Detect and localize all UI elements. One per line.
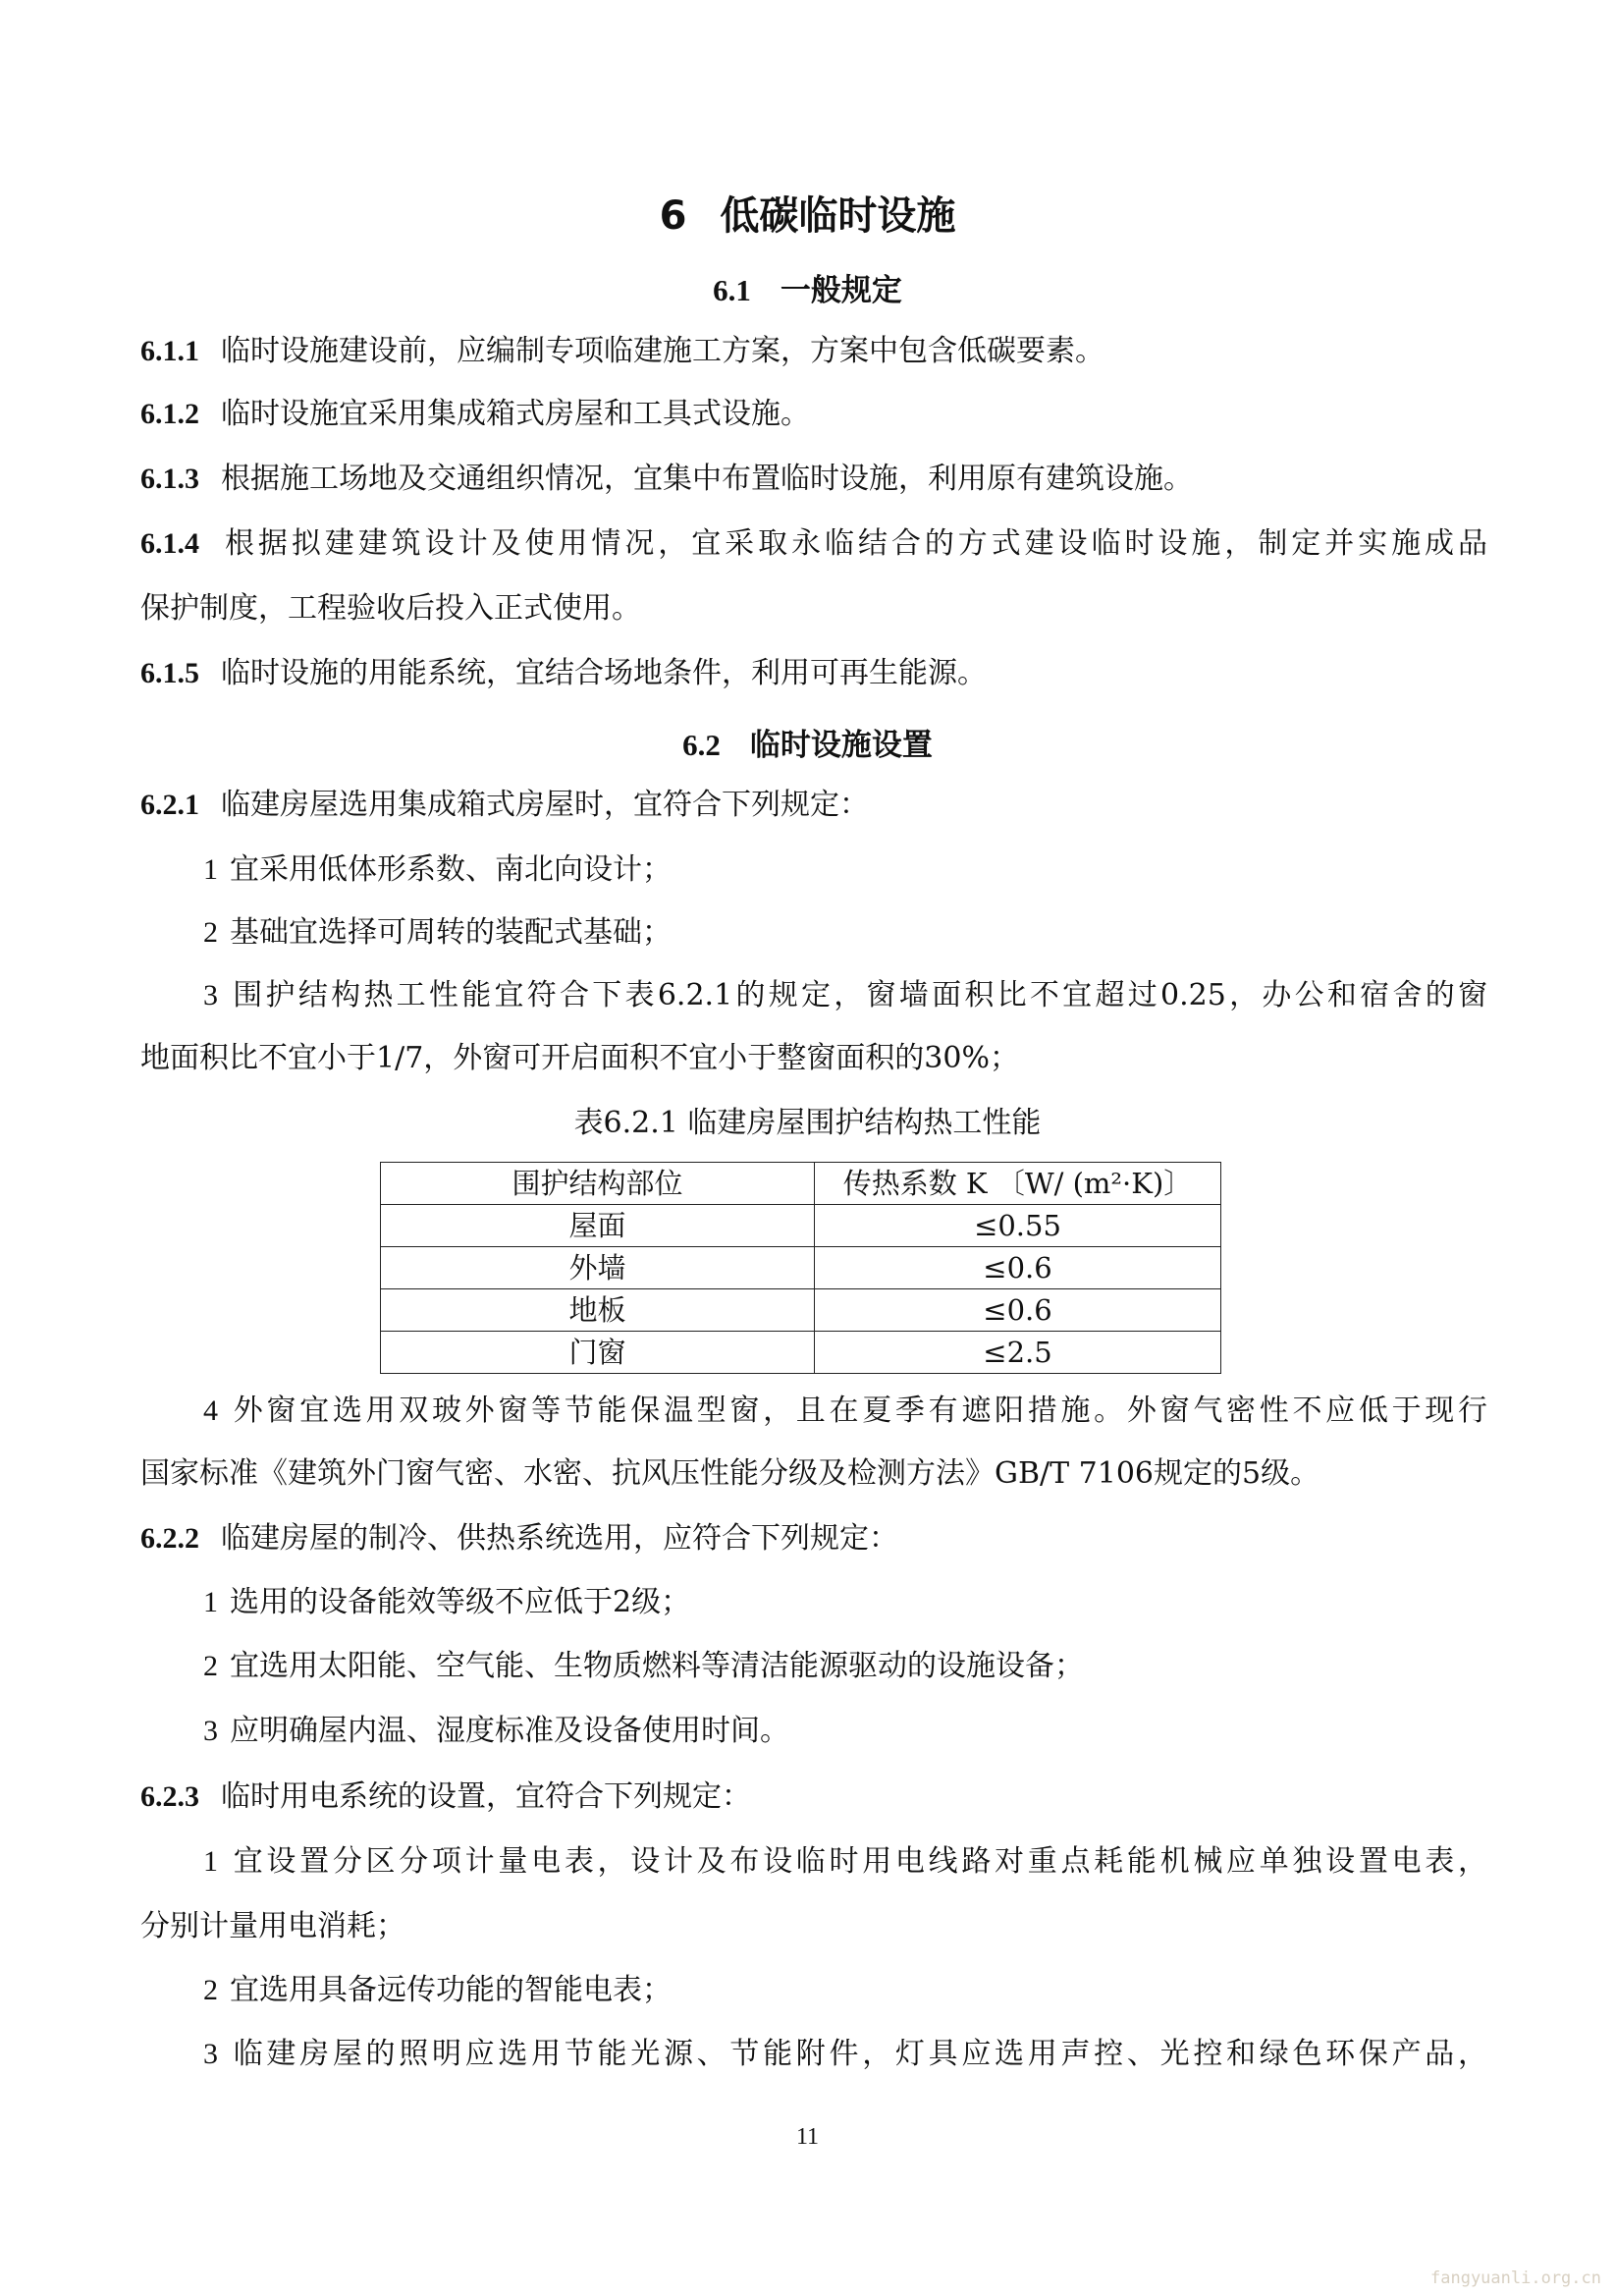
chapter-title-text: 低碳临时设施 [720,193,956,239]
table-cell: ≤2.5 [815,1332,1221,1374]
table-cell: 外墙 [381,1247,815,1289]
watermark-text: fangyuanli.org.cn [1430,2269,1601,2288]
list-item-6-2-3-1: 1 宜设置分区分项计量电表，设计及布设临时用电线路对重点耗能机械应单独设置电表， [203,1844,1487,1879]
table-caption: 表6.2.1 临建房屋围护结构热工性能 [573,1106,1042,1140]
clause-6-1-5: 6.1.5 临时设施的用能系统，宜结合场地条件，利用可再生能源。 [140,656,987,690]
list-item-6-2-2-1: 1 选用的设备能效等级不应低于2级； [203,1585,691,1619]
list-item-6-2-3-3: 3 临建房屋的照明应选用节能光源、节能附件，灯具应选用声控、光控和绿色环保产品， [203,2037,1487,2071]
clause-6-1-3: 6.1.3 根据施工场地及交通组织情况，宜集中布置临时设施，利用原有建筑设施。 [140,462,1193,496]
clause-6-2-1: 6.2.1 临建房屋选用集成箱式房屋时，宜符合下列规定： [140,788,869,822]
table-cell: 门窗 [381,1332,815,1374]
table-header-row [381,1163,1221,1205]
list-item-6-2-1-4-continued: 国家标准《建筑外门窗气密、水密、抗风压性能分级及检测方法》GB/T 7106规定的5级。 [140,1456,1320,1491]
thermal-performance-table [380,1162,1221,1374]
list-item-6-2-1-3: 3 围护结构热工性能宜符合下表6.2.1的规定，窗墙面积比不宜超过0.25，办公和宿舍的窗 [203,978,1487,1012]
table-row [381,1205,1221,1247]
clause-6-1-1: 6.1.1 临时设施建设前，应编制专项临建施工方案，方案中包含低碳要素。 [140,334,1104,368]
section-title-6-2: 6.2 临时设施设置 [682,728,933,763]
list-item-6-2-1-2: 2 基础宜选择可周转的装配式基础； [203,915,672,950]
list-item-6-2-3-2: 2 宜选用具备远传功能的智能电表； [203,1973,672,2007]
table-cell: ≤0.55 [815,1205,1221,1247]
table-cell: 地板 [381,1289,815,1332]
clause-6-2-2: 6.2.2 临建房屋的制冷、供热系统选用，应符合下列规定： [140,1521,898,1556]
table-cell: ≤0.6 [815,1247,1221,1289]
chapter-number: 6 [659,193,687,239]
table-row [381,1332,1221,1374]
list-item-6-2-2-2: 2 宜选用太阳能、空气能、生物质燃料等清洁能源驱动的设施设备； [203,1649,1084,1683]
list-item-6-2-1-3-continued: 地面积比不宜小于1/7，外窗可开启面积不宜小于整窗面积的30%； [140,1041,1019,1075]
clause-6-1-2: 6.1.2 临时设施宜采用集成箱式房屋和工具式设施。 [140,397,810,431]
table-cell: ≤0.6 [815,1289,1221,1332]
clause-6-2-3: 6.2.3 临时用电系统的设置，宜符合下列规定： [140,1779,751,1814]
clause-6-1-4: 6.1.4 根据拟建建筑设计及使用情况，宜采取永临结合的方式建设临时设施，制定并实施成品 [140,526,1487,561]
list-item-6-2-1-1: 1 宜采用低体形系数、南北向设计； [203,852,672,887]
table-header: 围护结构部位 [381,1163,815,1205]
chapter-title [0,185,1615,241]
list-item-6-2-1-4: 4 外窗宜选用双玻外窗等节能保温型窗，且在夏季有遮阳措施。外窗气密性不应低于现行 [203,1394,1487,1428]
section-title-6-1: 6.1 一般规定 [713,273,902,308]
page-number: 11 [795,2124,820,2150]
list-item-6-2-2-3: 3 应明确屋内温、湿度标准及设备使用时间。 [203,1714,789,1748]
clause-6-1-4-continued: 保护制度，工程验收后投入正式使用。 [140,591,641,626]
list-item-6-2-3-1-continued: 分别计量用电消耗； [140,1909,405,1943]
table-cell: 屋面 [381,1205,815,1247]
table-row [381,1247,1221,1289]
table-row [381,1289,1221,1332]
table-header: 传热系数 K 〔W/ (m²·K)〕 [815,1163,1221,1205]
